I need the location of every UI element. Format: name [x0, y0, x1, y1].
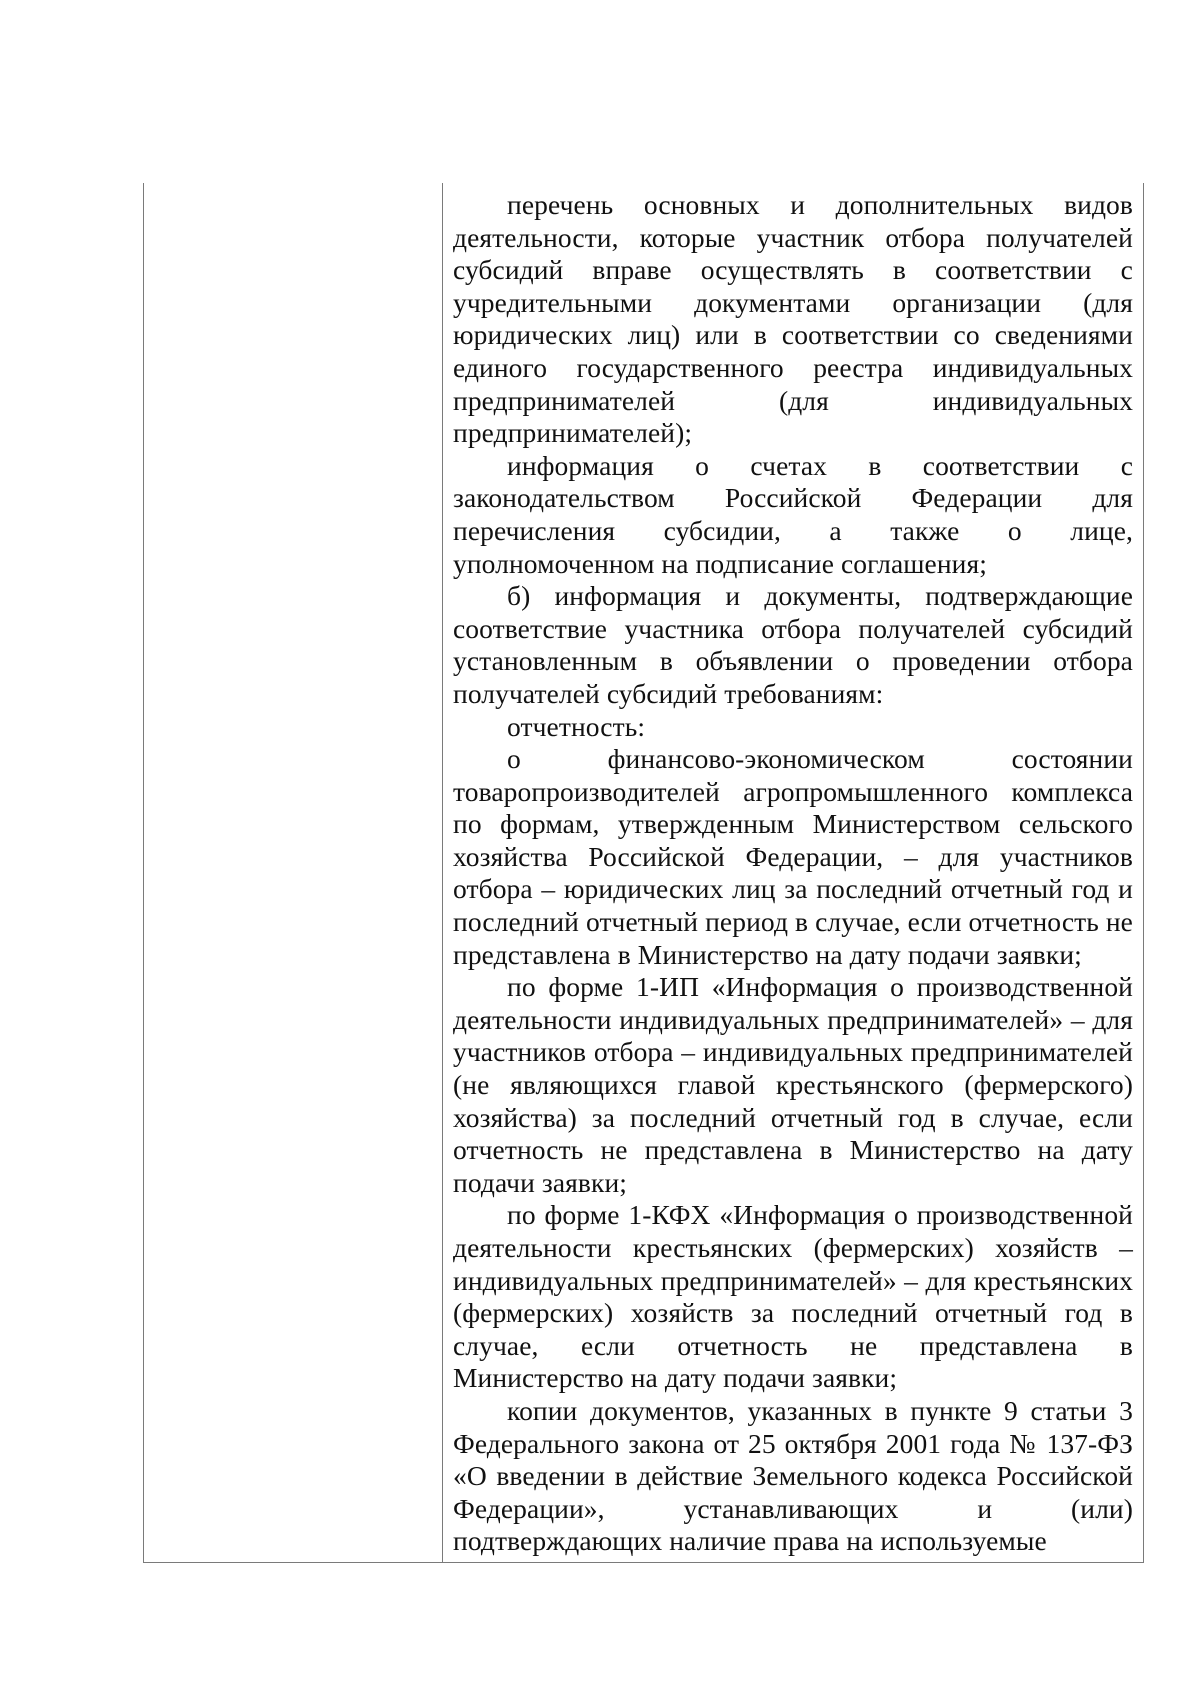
paragraph-item-b-documents: б) информация и документы, подтверждающие соответствие участника отбора получателей субсидий установленным в объявлении о проведении отбора получателей субсидий требованиям: — [453, 580, 1133, 709]
table-left-cell — [144, 183, 443, 1562]
paragraph-financial-state: о финансово-экономическом состоянии товаропроизводителей агропромышленного комплекса по формам, утвержденным Министерством сельского хозяйства Российской Федерации, – для участников отбора – юридических лиц за последний отчетный год и последний отчетный период в случае, если отчетность не представлена в Министерство на дату подачи заявки; — [453, 743, 1133, 970]
paragraph-land-documents: копии документов, указанных в пункте 9 статьи 3 Федерального закона от 25 октября 2001 года № 137-ФЗ «О введении в действие Земельного кодекса Российской Федерации», устанавливающих и (или) подтверждающих наличие права на используемые — [453, 1394, 1133, 1557]
paragraph-form-1-ip: по форме 1-ИП «Информация о производственной деятельности индивидуальных предпринимателей» – для участников отбора – индивидуальных предпринимателей (не являющихся главой крестьянского (фермерского) хозяйства) за последний отчетный год в случае, если отчетность не представлена в Министерство на дату подачи заявки; — [453, 971, 1133, 1198]
document-table — [143, 183, 1144, 1563]
paragraph-reporting-heading: отчетность: — [507, 710, 646, 742]
paragraph-bank-accounts: информация о счетах в соответствии с законодательством Российской Федерации для перечисления субсидии, а также о лице, уполномоченном на подписание соглашения; — [453, 449, 1133, 579]
paragraph-form-1-kfh: по форме 1-КФХ «Информация о производственной деятельности крестьянских (фермерских) хозяйств – индивидуальных предпринимателей» – для крестьянских (фермерских) хозяйств за последний отчетный год в случае, если отчетность не представлена в Министерство на дату подачи заявки; — [453, 1199, 1133, 1394]
paragraph-activity-types: перечень основных и дополнительных видов деятельности, которые участник отбора получателей субсидий вправе осуществлять в соответствии с учредительными документами организации (для юридических лиц) или в соответствии со сведениями единого государственного реестра индивидуальных предпринимателей (для индивидуальных предпринимателей); — [453, 189, 1133, 449]
table-right-cell — [443, 183, 1143, 1562]
